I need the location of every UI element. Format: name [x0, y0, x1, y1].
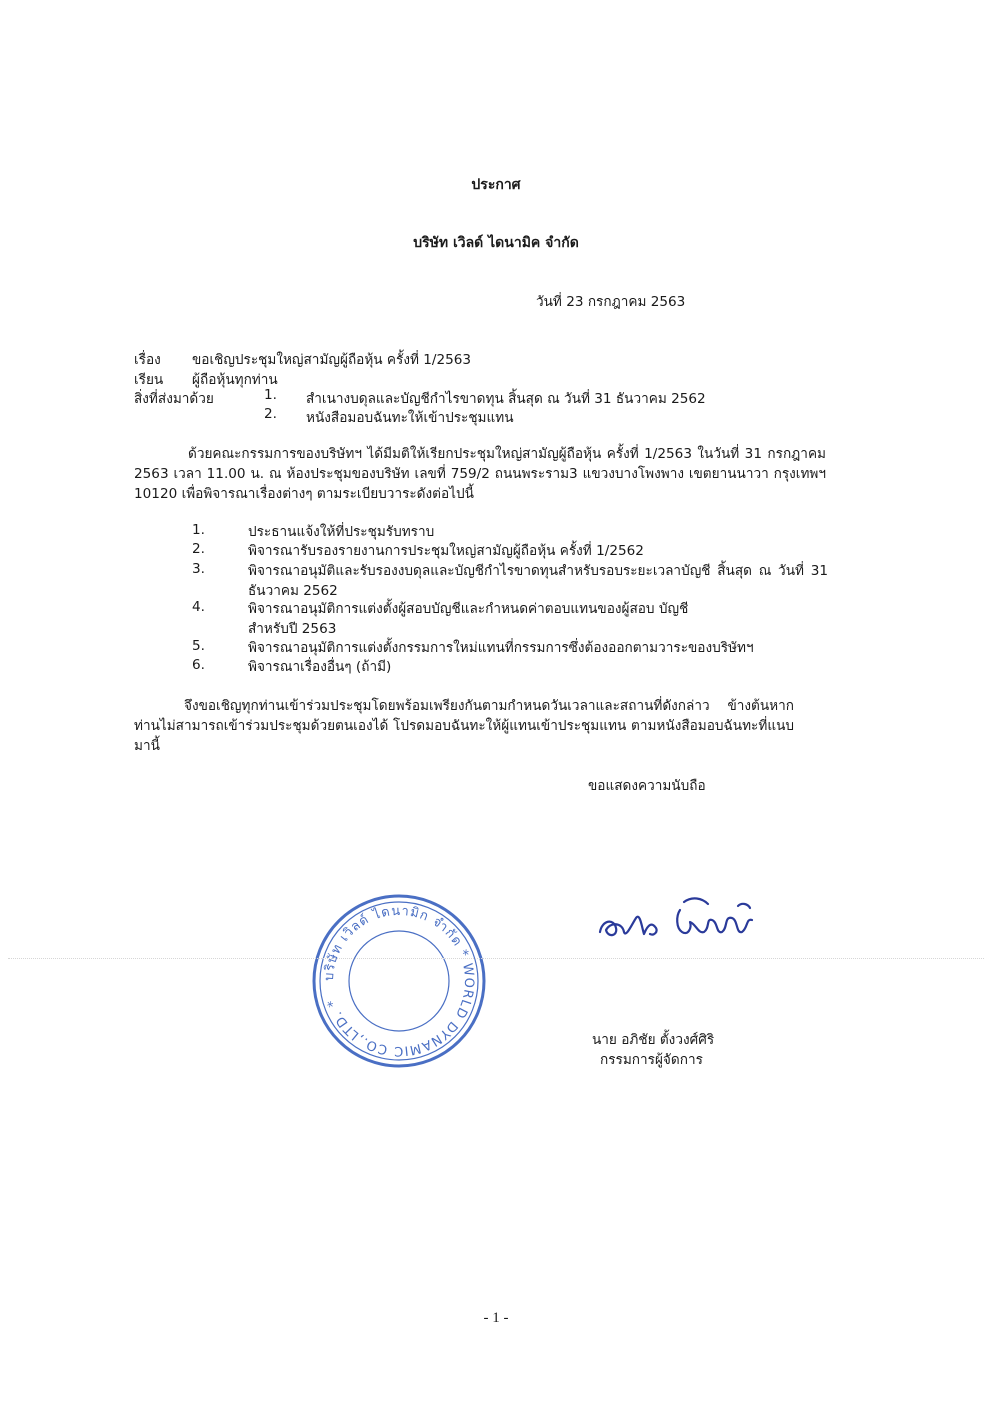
signature-icon	[592, 888, 762, 948]
enclosure-label: สิ่งที่ส่งมาด้วย	[134, 391, 214, 407]
agenda-number: 3.	[192, 561, 205, 577]
to-label: เรียน	[134, 372, 164, 388]
enclosure-item: หนังสือมอบฉันทะให้เข้าประชุมแทน	[306, 410, 514, 426]
agenda-item: ประธานแจ้งให้ที่ประชุมรับทราบ	[248, 524, 435, 540]
signer-position: กรรมการผู้จัดการ	[600, 1052, 703, 1068]
company-name: บริษัท เวิลด์ ไดนามิค จำกัด	[413, 235, 579, 251]
enclosure-item: สำเนางบดุลและบัญชีกำไรขาดทุน สิ้นสุด ณ วันที่ 31 ธันวาคม 2562	[306, 391, 706, 407]
agenda-number: 1.	[192, 522, 205, 538]
scan-divider	[8, 958, 984, 959]
page-number: - 1 -	[483, 1310, 509, 1326]
company-seal	[311, 893, 487, 1069]
seal-ring-text: บริษัท เวิลด์ ไดนามิก จำกัด * WORLD DYNAMIC CO.,LTD. *	[321, 903, 477, 1059]
enclosure-num: 2.	[264, 406, 277, 422]
agenda-item: พิจารณาเรื่องอื่นๆ (ถ้ามี)	[248, 659, 392, 675]
enclosure-num: 1.	[264, 387, 277, 403]
to-text: ผู้ถือหุ้นทุกท่าน	[192, 372, 278, 388]
agenda-item: พิจารณาอนุมัติการแต่งตั้งกรรมการใหม่แทนที่กรรมการซึ่งต้องออกตามวาระของบริษัทฯ	[248, 640, 754, 656]
signer-name: นาย อภิชัย ตั้งวงศ์ศิริ	[592, 1032, 715, 1048]
subject-text: ขอเชิญประชุมใหญ่สามัญผู้ถือหุ้น ครั้งที่ 1/2563	[192, 352, 472, 368]
signature-image	[592, 888, 762, 948]
subject-label: เรื่อง	[134, 352, 161, 368]
svg-text:บริษัท เวิลด์ ไดนามิก จำกัด *	[322, 904, 476, 1058]
closing-paragraph: จึงขอเชิญทุกท่านเข้าร่วมประชุมโดยพร้อมเพรียงกันตามกำหนดวันเวลาและสถานที่ดังกล่าว ข้างต้นหากท่านไม่สามารถเข้าร่วมประชุมด้วยตนเองได้ โปรดมอบฉันทะให้ผู้แทนเข้าประชุมแทน ตามหนังสือมอบฉันทะที่แนบมานี้	[134, 698, 794, 754]
agenda-number: 6.	[192, 657, 205, 673]
document-title: ประกาศ	[471, 177, 521, 193]
document-date: วันที่ 23 กรกฎาคม 2563	[536, 294, 686, 310]
agenda-number: 5.	[192, 638, 205, 654]
seal-icon	[311, 893, 487, 1069]
agenda-number: 4.	[192, 599, 205, 615]
intro-paragraph: ด้วยคณะกรรมการของบริษัทฯ ได้มีมติให้เรียกประชุมใหญ่สามัญผู้ถือหุ้น ครั้งที่ 1/2563 ในวันที่ 31 กรกฎาคม 2563 เวลา 11.00 น. ณ ห้องประชุมของบริษัท เลขที่ 759/2 ถนนพระราม3 แขวงบางโพงพาง เขตยานนาวา กรุงเทพฯ 10120 เพื่อพิจารณาเรื่องต่างๆ ตามระเบียบวาระดังต่อไปนี้	[134, 446, 826, 502]
agenda-item: พิจารณารับรองรายงานการประชุมใหญ่สามัญผู้ถือหุ้น ครั้งที่ 1/2562	[248, 543, 644, 559]
agenda-number: 2.	[192, 541, 205, 557]
agenda-item: พิจารณาอนุมัติการแต่งตั้งผู้สอบบัญชีและกำหนดค่าตอบแทนของผู้สอบ บัญชีสำหรับปี 2563	[248, 601, 689, 637]
regards-text: ขอแสดงความนับถือ	[588, 778, 706, 794]
agenda-item: พิจารณาอนุมัติและรับรองงบดุลและบัญชีกำไรขาดทุนสำหรับรอบระยะเวลาบัญชี สิ้นสุด ณ วันที่ 31 ธันวาคม 2562	[248, 563, 828, 599]
